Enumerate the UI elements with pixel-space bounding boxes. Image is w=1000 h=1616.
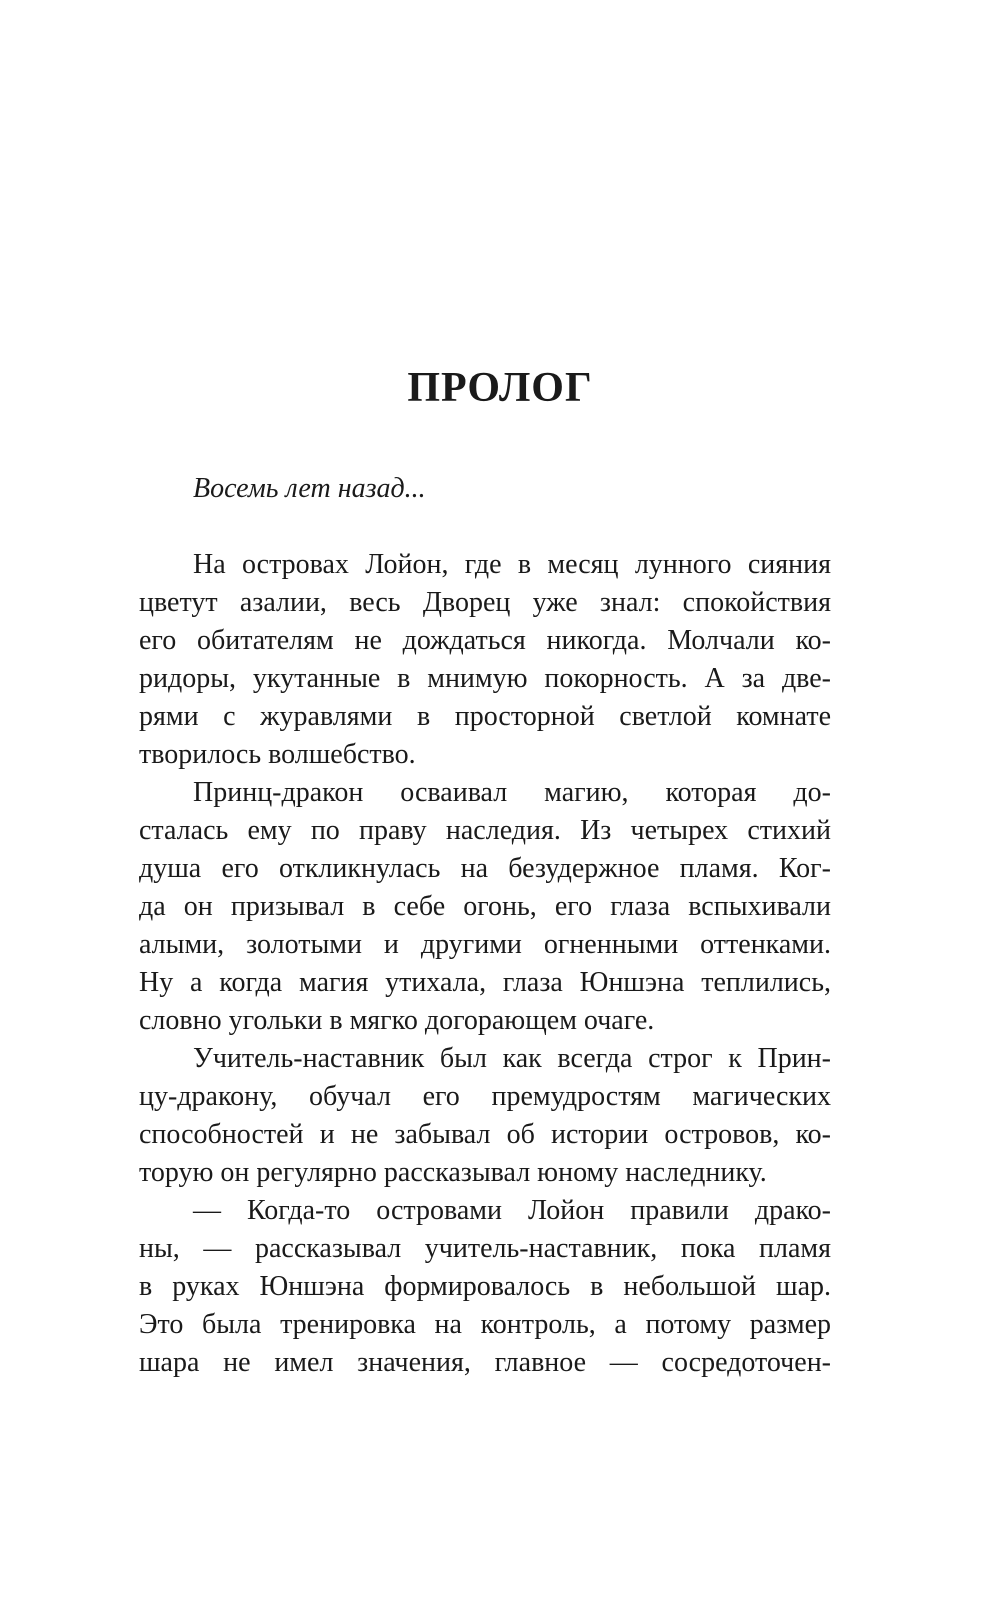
chapter-title: ПРОЛОГ <box>407 365 593 411</box>
paragraph-4-line-4: Это была тренировка на контроль, а потому размер <box>139 1309 831 1340</box>
paragraph-3-line-4: торую он регулярно рассказывал юному наследнику. <box>139 1157 767 1188</box>
paragraph-4-line-5: шара не имел значения, главное — сосредоточен- <box>139 1347 831 1378</box>
paragraph-2-line-4: да он призывал в себе огонь, его глаза вспыхивали <box>139 891 831 922</box>
paragraph-1-line-6: творилось волшебство. <box>139 739 416 770</box>
paragraph-3-line-1: Учитель-наставник был как всегда строг к Прин- <box>193 1043 831 1074</box>
paragraph-2-line-3: душа его откликнулась на безудержное пламя. Ког- <box>139 853 831 884</box>
paragraph-1-line-3: его обитателям не дождаться никогда. Молчали ко- <box>139 625 831 656</box>
paragraph-2-line-7: словно угольки в мягко догорающем очаге. <box>139 1005 655 1036</box>
paragraph-1-line-4: ридоры, укутанные в мнимую покорность. А за две- <box>139 663 831 694</box>
epigraph: Восемь лет назад... <box>193 473 426 504</box>
paragraph-4-line-2: ны, — рассказывал учитель-наставник, пока пламя <box>139 1233 831 1264</box>
paragraph-2-line-2: сталась ему по праву наследия. Из четырех стихий <box>139 815 831 846</box>
paragraph-1-line-5: рями с журавлями в просторной светлой комнате <box>139 701 831 732</box>
paragraph-1-line-2: цветут азалии, весь Дворец уже знал: спокойствия <box>139 587 831 618</box>
paragraph-2-line-5: алыми, золотыми и другими огненными оттенками. <box>139 929 831 960</box>
paragraph-4-line-3: в руках Юншэна формировалось в небольшой шар. <box>139 1271 831 1302</box>
spacer <box>139 508 831 546</box>
body-text <box>139 470 831 1382</box>
paragraph-4-line-1: — Когда-то островами Лойон правили драко- <box>193 1195 831 1226</box>
paragraph-2-line-1: Принц-дракон осваивал магию, которая до- <box>193 777 831 808</box>
paragraph-3-line-3: способностей и не забывал об истории островов, ко- <box>139 1119 831 1150</box>
paragraph-1-line-1: На островах Лойон, где в месяц лунного сияния <box>193 549 831 580</box>
paragraph-3-line-2: цу-дракону, обучал его премудростям магических <box>139 1081 831 1112</box>
paragraph-2-line-6: Ну а когда магия утихала, глаза Юншэна теплились, <box>139 967 831 998</box>
